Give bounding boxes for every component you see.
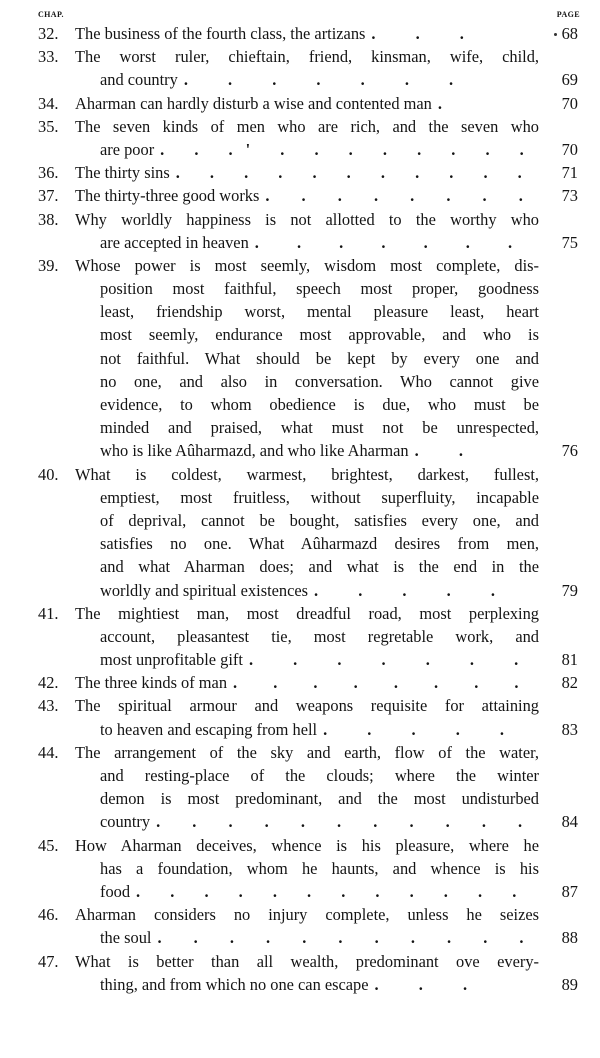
page-number: 82	[561, 673, 578, 693]
entry-text: How Aharman deceives, whence is his pleasure, where he	[75, 835, 539, 855]
chapter-number: 44.	[38, 742, 59, 762]
table-of-contents	[0, 22, 600, 996]
entry-text: most unprofitable gift	[100, 650, 243, 670]
toc-entry	[0, 115, 600, 161]
toc-line	[0, 973, 600, 996]
entry-title	[75, 45, 539, 68]
toc-line	[0, 463, 600, 486]
entry-title	[75, 602, 539, 625]
dot-leader: . . .	[374, 974, 486, 994]
entry-title	[100, 347, 539, 370]
entry-title	[75, 254, 539, 277]
entry-title	[100, 138, 539, 161]
toc-line	[0, 880, 600, 903]
page-number: 71	[561, 163, 578, 183]
entry-text: has a foundation, whom he haunts, and whence is his	[100, 858, 539, 878]
toc-line	[0, 926, 600, 949]
chapter-number: 45.	[38, 835, 59, 855]
entry-text: The thirty sins	[75, 163, 170, 183]
entry-text: of deprival, cannot be bought, satisfies every one, and	[100, 510, 539, 530]
entry-title	[100, 393, 539, 416]
chapter-number: 36.	[38, 163, 59, 183]
toc-entry	[0, 184, 600, 207]
page-number: 81	[561, 650, 578, 670]
entry-title	[75, 92, 539, 115]
entry-text: food	[100, 881, 131, 901]
entry-text: Aharman can hardly disturb a wise and contented man	[75, 93, 432, 113]
entry-text: The thirty-three good works	[75, 186, 260, 206]
toc-line	[0, 764, 600, 787]
entry-title	[100, 323, 539, 346]
page-number: 70	[561, 93, 578, 113]
entry-text: not faithful. What should be kept by every one and	[100, 348, 539, 368]
toc-line	[0, 277, 600, 300]
chapter-number: 39.	[38, 255, 59, 275]
page-number: 73	[561, 186, 578, 206]
dot-leader: . . .' . . . . . . . .	[160, 139, 537, 159]
entry-title	[100, 439, 539, 462]
toc-line	[0, 625, 600, 648]
entry-text: position most faithful, speech most proper, goodness	[100, 279, 539, 299]
entry-text: least, friendship worst, mental pleasure least, heart	[100, 302, 539, 322]
chapter-number: 33.	[38, 47, 59, 67]
page-number: 84	[561, 812, 578, 832]
entry-title	[100, 509, 539, 532]
dot-leader: . .	[414, 441, 481, 461]
toc-entry	[0, 254, 600, 463]
toc-entry	[0, 208, 600, 254]
entry-text: and country	[100, 70, 178, 90]
toc-entry	[0, 671, 600, 694]
toc-line	[0, 857, 600, 880]
chapter-number: 41.	[38, 603, 59, 623]
toc-line	[0, 509, 600, 532]
page-number: 88	[561, 928, 578, 948]
entry-title	[100, 532, 539, 555]
entry-text: who is like Aûharmazd, and who like Aharman	[100, 441, 409, 461]
chapter-number: 46.	[38, 905, 59, 925]
page-number: 68	[561, 24, 578, 43]
toc-entry	[0, 950, 600, 996]
toc-line	[0, 439, 600, 462]
toc-line	[0, 486, 600, 509]
entry-text: and resting-place of the clouds; where the winter	[100, 766, 539, 785]
toc-line	[0, 741, 600, 764]
entry-text: emptiest, most fruitless, without superfluity, incapable	[100, 487, 539, 507]
toc-line	[0, 370, 600, 393]
entry-title	[100, 300, 539, 323]
toc-line	[0, 903, 600, 926]
entry-title	[100, 579, 539, 602]
entry-text: The three kinds of man	[75, 673, 228, 693]
entry-text: to heaven and escaping from hell	[100, 719, 318, 739]
toc-line	[0, 671, 600, 694]
page-number: 76	[561, 441, 578, 461]
entry-title	[100, 973, 539, 996]
dot-leader: . . .	[371, 24, 482, 43]
dot-leader: . . . . . . . . . . . .	[136, 881, 530, 901]
toc-line	[0, 184, 600, 207]
entry-title	[75, 115, 539, 138]
toc-line	[0, 115, 600, 138]
toc-line	[0, 810, 600, 833]
entry-text: the soul	[100, 928, 152, 948]
entry-title	[100, 764, 539, 787]
page-number: 89	[561, 974, 578, 994]
chapter-number: 43.	[38, 696, 59, 716]
toc-line	[0, 161, 600, 184]
page-number: 83	[561, 719, 578, 739]
toc-line	[0, 68, 600, 91]
toc-line	[0, 254, 600, 277]
dot-leader: . . . . . . .	[254, 232, 530, 252]
page-number: 69	[561, 70, 578, 90]
entry-title	[100, 68, 539, 91]
page-number: 87	[561, 881, 578, 901]
toc-line	[0, 231, 600, 254]
toc-entry	[0, 45, 600, 91]
entry-title	[75, 463, 539, 486]
entry-text: thing, and from which no one can escape	[100, 974, 369, 994]
entry-title	[100, 880, 539, 903]
dot-leader: . . . . .	[314, 580, 513, 600]
entry-text: and what Aharman does; and what is the end in the	[100, 557, 539, 577]
entry-title	[100, 231, 539, 254]
toc-entry	[0, 741, 600, 834]
entry-title	[100, 787, 539, 810]
toc-line	[0, 300, 600, 323]
page-number: 79	[561, 580, 578, 600]
toc-line	[0, 92, 600, 115]
dot-leader: . . . . . . . . . . .	[175, 163, 535, 183]
dot-leader: . . . . . . . .	[233, 673, 535, 693]
toc-line	[0, 694, 600, 717]
entry-text: evidence, to whom obedience is due, who must be	[100, 395, 539, 414]
entry-text: The mightiest man, most dreadful road, most perplexing	[75, 603, 539, 623]
toc-line	[0, 648, 600, 671]
toc-line	[0, 347, 600, 370]
entry-text: The worst ruler, chieftain, friend, kinsman, wife, child,	[75, 47, 539, 67]
entry-text: What is coldest, warmest, brightest, darkest, fullest,	[75, 464, 539, 484]
entry-title	[100, 718, 539, 741]
toc-line	[0, 393, 600, 416]
entry-title	[100, 810, 539, 833]
dot-leader: . . . . . . .	[248, 650, 537, 670]
toc-entry	[0, 834, 600, 904]
entry-title	[75, 184, 539, 207]
page-number: 75	[561, 232, 578, 252]
entry-title	[75, 741, 539, 764]
entry-title	[75, 208, 539, 231]
chapter-number: 42.	[38, 673, 59, 693]
toc-line	[0, 323, 600, 346]
dot-leader: . . . . . . . .	[265, 186, 537, 206]
entry-title	[75, 903, 539, 926]
chapter-number: 40.	[38, 464, 59, 484]
entry-text: Why worldly happiness is not allotted to the worthy who	[75, 209, 539, 229]
entry-title	[100, 857, 539, 880]
toc-line	[0, 416, 600, 439]
entry-text: demon is most predominant, and the most undisturbed	[100, 789, 539, 809]
dot-leader: . . . . .	[323, 719, 522, 739]
toc-entry	[0, 22, 600, 45]
entry-title	[100, 625, 539, 648]
toc-line	[0, 602, 600, 625]
entry-title	[100, 648, 539, 671]
entry-text: What is better than all wealth, predominant ove every-	[75, 951, 539, 971]
toc-line	[0, 45, 600, 68]
toc-entry	[0, 903, 600, 949]
entry-title	[75, 671, 539, 694]
toc-line	[0, 138, 600, 161]
entry-title	[100, 555, 539, 578]
entry-text: are accepted in heaven	[100, 232, 249, 252]
chapter-number: 38.	[38, 209, 59, 229]
toc-line	[0, 718, 600, 741]
entry-title	[100, 926, 539, 949]
entry-text: Whose power is most seemly, wisdom most complete, dis-	[75, 255, 539, 275]
entry-text: The spiritual armour and weapons requisite for attaining	[75, 696, 539, 716]
toc-line	[0, 555, 600, 578]
page-number: 70	[561, 139, 578, 159]
chapter-number: 34.	[38, 93, 59, 113]
entry-title	[100, 370, 539, 393]
entry-text: Aharman considers no injury complete, unless he seizes	[75, 905, 539, 925]
chapter-column-header: CHAP.	[38, 10, 64, 19]
chapter-number: 47.	[38, 951, 59, 971]
entry-text: most seemly, endurance most approvable, and who is	[100, 325, 539, 345]
entry-title	[100, 416, 539, 439]
toc-entry	[0, 463, 600, 602]
entry-text: The business of the fourth class, the artizans	[75, 24, 366, 43]
toc-line	[0, 22, 600, 45]
entry-text: minded and praised, what must not be unrespected,	[100, 418, 539, 438]
toc-entry	[0, 161, 600, 184]
entry-text: The seven kinds of men who are rich, and the seven who	[75, 116, 539, 136]
page-column-header: PAGE	[556, 10, 580, 19]
dot-leader: . . . . . . .	[183, 70, 472, 90]
entry-title	[100, 486, 539, 509]
toc-entry	[0, 694, 600, 740]
entry-title	[75, 22, 539, 45]
toc-line	[0, 950, 600, 973]
toc-line	[0, 834, 600, 857]
toc-entry	[0, 602, 600, 672]
entry-text: worldly and spiritual existences	[100, 580, 309, 600]
entry-text: account, pleasantest tie, most regretable work, and	[100, 626, 539, 646]
entry-text: satisfies no one. What Aûharmazd desires from men,	[100, 534, 539, 554]
toc-entry	[0, 92, 600, 115]
toc-line	[0, 579, 600, 602]
entry-text: are poor	[100, 139, 155, 159]
entry-title	[100, 277, 539, 300]
chapter-number: 37.	[38, 186, 59, 206]
entry-title	[75, 950, 539, 973]
entry-text: no one, and also in conversation. Who cannot give	[100, 371, 539, 391]
toc-line	[0, 787, 600, 810]
dot-leader: . . . . . . . . . . .	[157, 928, 538, 948]
toc-line	[0, 532, 600, 555]
chapter-number: 32.	[38, 24, 59, 43]
toc-line	[0, 208, 600, 231]
dot-leader: . . . . . . . . . . .	[156, 812, 537, 832]
entry-title	[75, 161, 539, 184]
dot-leader: .	[437, 93, 460, 113]
entry-text: The arrangement of the sky and earth, flow of the water,	[75, 742, 539, 762]
entry-title	[75, 694, 539, 717]
entry-text: country	[100, 812, 151, 832]
entry-title	[75, 834, 539, 857]
chapter-number: 35.	[38, 116, 59, 136]
